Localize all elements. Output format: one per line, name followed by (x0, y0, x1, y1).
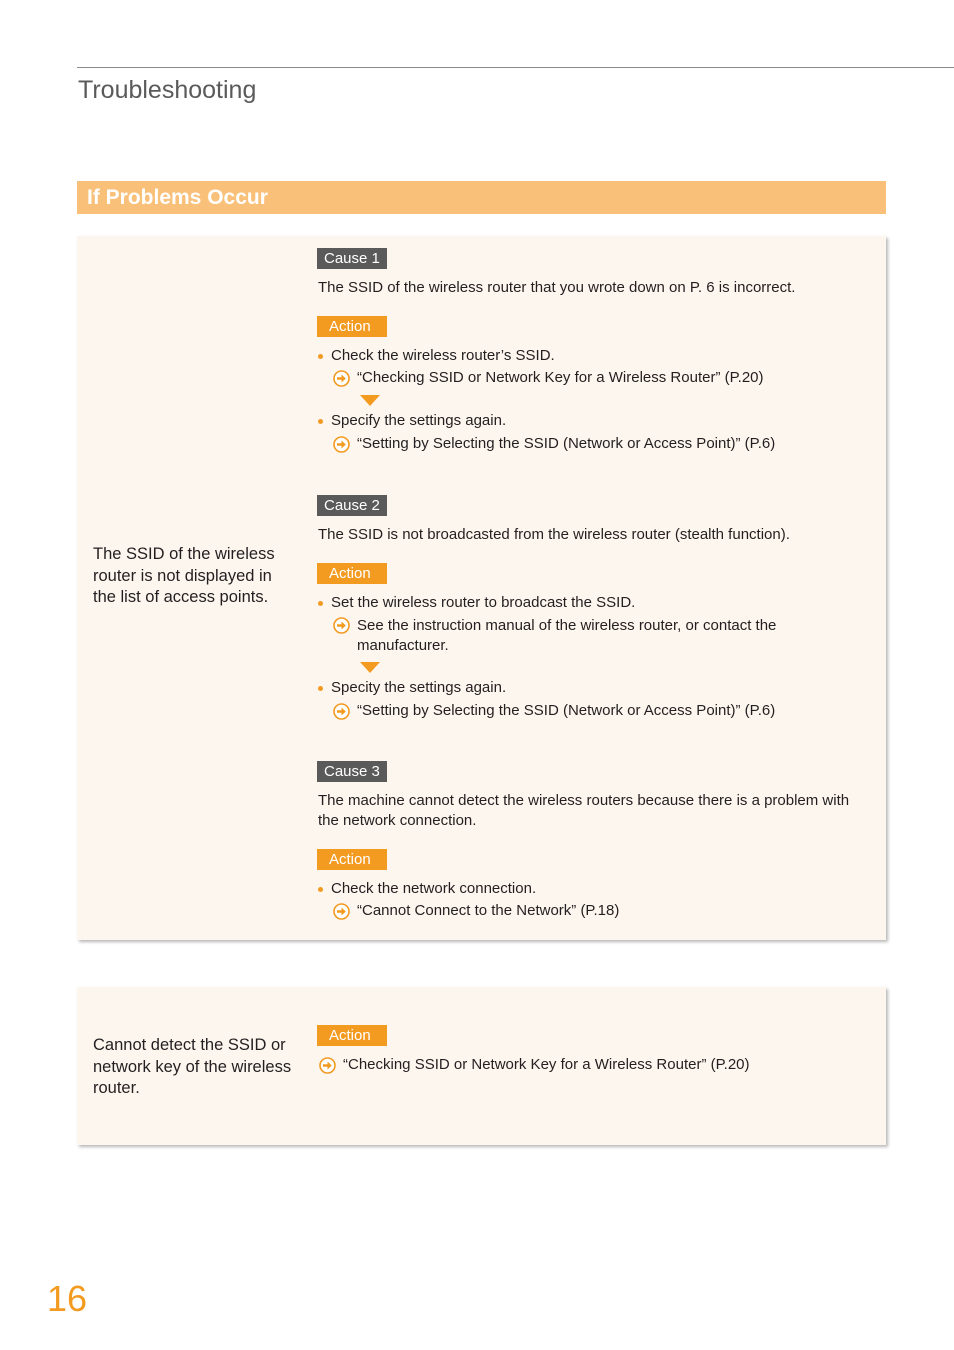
problem-description: The SSID of the wireless router is not displayed in the list of access points. (93, 545, 275, 606)
cause-tag: Cause 3 (317, 761, 387, 782)
problem-card-ssid-not-displayed (77, 236, 886, 940)
arrow-circle-icon (319, 1057, 336, 1074)
triangle-down-icon (360, 395, 380, 406)
bullet-dot (318, 686, 323, 691)
reference-text: See the instruction manual of the wireless router, or contact the manufacturer. (357, 617, 777, 654)
action-step: Check the network connection. (331, 880, 537, 897)
action-tag: Action (317, 563, 387, 584)
bullet-dot (318, 354, 323, 359)
triangle-down-icon (360, 662, 380, 673)
action-tag: Action (317, 316, 387, 337)
arrow-circle-icon (333, 617, 350, 634)
bullet-dot (318, 887, 323, 892)
cause-tag: Cause 2 (317, 495, 387, 516)
arrow-circle-icon (333, 436, 350, 453)
action-tag: Action (317, 849, 387, 870)
bullet-dot (318, 419, 323, 424)
action-tag: Action (317, 1025, 387, 1046)
action-step: Check the wireless router’s SSID. (331, 347, 555, 364)
cause-text: The machine cannot detect the wireless routers because there is a problem with the network connection. (318, 792, 850, 829)
reference-link[interactable]: “Setting by Selecting the SSID (Network or Access Point)” (P.6) (357, 435, 776, 452)
page-number: 16 (47, 1278, 88, 1319)
cause-tag: Cause 1 (317, 248, 387, 269)
problem-description: Cannot detect the SSID or network key of the wireless router. (93, 1036, 292, 1097)
arrow-circle-icon (333, 703, 350, 720)
action-step: Specity the settings again. (331, 679, 507, 696)
arrow-circle-icon (333, 370, 350, 387)
reference-link[interactable]: “Checking SSID or Network Key for a Wireless Router” (P.20) (357, 369, 764, 386)
cause-text: The SSID of the wireless router that you wrote down on P. 6 is incorrect. (318, 279, 796, 296)
action-step: Specify the settings again. (331, 412, 507, 429)
reference-link[interactable]: “Cannot Connect to the Network” (P.18) (357, 902, 620, 919)
arrow-circle-icon (333, 903, 350, 920)
bullet-dot (318, 601, 323, 606)
cause-text: The SSID is not broadcasted from the wireless router (stealth function). (318, 526, 790, 543)
page-title: Troubleshooting (78, 76, 257, 104)
problem-card-cannot-detect-ssid (77, 987, 886, 1145)
reference-link[interactable]: “Checking SSID or Network Key for a Wireless Router” (P.20) (343, 1056, 750, 1073)
section-title: If Problems Occur (87, 186, 268, 209)
header-rule (77, 67, 954, 68)
section-header (77, 181, 886, 214)
action-step: Set the wireless router to broadcast the SSID. (331, 594, 636, 611)
reference-link[interactable]: “Setting by Selecting the SSID (Network or Access Point)” (P.6) (357, 702, 776, 719)
